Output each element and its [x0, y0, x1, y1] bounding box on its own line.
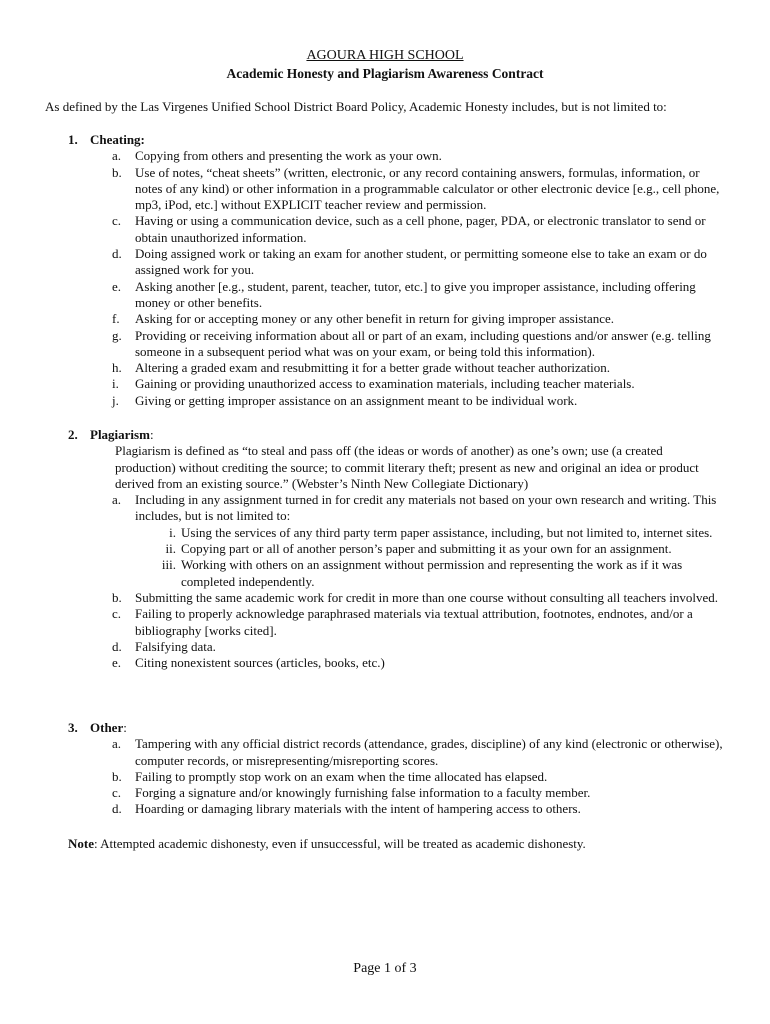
list-item: b. Use of notes, “cheat sheets” (written, electronic, or any record containing answers, formulas, information, or notes of any kind) or other information in a programmable calculator or other electronic device [e.g., cell phone, mp3, iPod, etc.] without EXPLICIT teacher review and permission.	[112, 164, 720, 213]
section-number: 2.	[68, 427, 78, 442]
list-item: c. Having or using a communication device, such as a cell phone, pager, PDA, or electronic translator to send or obtain unauthorized information.	[112, 213, 706, 245]
page-number: Page 1 of 3	[353, 961, 417, 976]
section-other: 3. Other: a. Tampering with any official district records (attendance, grades, discipline) of any kind (electronic or otherwise), computer records, or misrepresenting/misreporting scores. b. Failing to promptly stop work on an exam when the time allocated has elapsed. c. Forging a signature and/or knowingly furnishing false information to a faculty member. d. Hoarding or damaging library materials with the intent of hampering access to others.	[68, 720, 728, 818]
plagiarism-definition: Plagiarism is defined as “to steal and pass off (the ideas or words of another) as one’s own; use (a created production) without crediting the source; to commit literary theft; present as new and original an idea or product derived from an existing source.” (Webster’s Ninth New Collegiate Dictionary)	[115, 443, 699, 491]
list-item: d. Doing assigned work or taking an exam for another student, or permitting someone else to take an exam or do assigned work for you.	[112, 246, 707, 278]
list-item: d. Falsifying data.	[112, 638, 216, 654]
school-name: AGOURA HIGH SCHOOL	[306, 48, 464, 63]
section-number: 1.	[68, 132, 78, 147]
list-item: c. Forging a signature and/or knowingly furnishing false information to a faculty member.	[112, 785, 591, 801]
list-item: a. Tampering with any official district records (attendance, grades, discipline) of any kind (electronic or otherwise), computer records, or misrepresenting/misreporting scores.	[112, 736, 723, 768]
list-item: i. Gaining or providing unauthorized access to examination materials, including teacher materials.	[112, 376, 635, 392]
section-heading: Other	[90, 720, 124, 735]
section-cheating	[68, 132, 728, 409]
intro-paragraph: As defined by the Las Virgenes Unified School District Board Policy, Academic Honesty includes, but is not limited to:	[45, 99, 667, 114]
note-paragraph	[68, 836, 728, 852]
list-item: e. Citing nonexistent sources (articles, books, etc.)	[112, 655, 385, 671]
list-item: j. Giving or getting improper assistance on an assignment meant to be individual work.	[112, 392, 578, 408]
list-item: b. Submitting the same academic work for credit in more than one course without consulting all teachers involved.	[112, 589, 719, 605]
sub-list-item: ii. Copying part or all of another person’s paper and submitting it as your own for an assignment.	[165, 541, 672, 557]
list-item: f. Asking for or accepting money or any other benefit in return for giving improper assistance.	[112, 311, 615, 327]
section-heading: Plagiarism	[90, 427, 150, 442]
list-item: a. Copying from others and presenting the work as your own.	[112, 148, 442, 164]
list-item: c. Failing to properly acknowledge paraphrased materials via textual attribution, footnotes, endnotes, and/or a bibliography [works cited].	[112, 606, 693, 638]
note-label: Note	[68, 836, 94, 851]
list-item: b. Failing to promptly stop work on an exam when the time allocated has elapsed.	[112, 768, 548, 784]
document-title: Academic Honesty and Plagiarism Awareness Contract	[226, 66, 544, 81]
list-item: d. Hoarding or damaging library materials with the intent of hampering access to others.	[112, 801, 581, 817]
list-item: a. Including in any assignment turned in for credit any materials not based on your own research and writing. This includes, but is not limited to:	[112, 492, 717, 524]
section-number: 3.	[68, 720, 78, 735]
sub-list-item: iii. Working with others on an assignment without permission and representing the work as if it was completed independently.	[161, 557, 683, 589]
note-text: : Attempted academic dishonesty, even if unsuccessful, will be treated as academic dishonesty.	[94, 836, 586, 851]
section-heading: Cheating:	[90, 132, 145, 147]
list-item: g. Providing or receiving information about all or part of an exam, including questions and/or answer (e.g. telling someone in a subsequent period what was on your exam, or being told this information).	[112, 327, 711, 359]
list-item: h. Altering a graded exam and resubmitting it for a better grade without teacher authorization.	[112, 360, 611, 376]
sub-list-item: i. Using the services of any third party term paper assistance, including, but not limited to, internet sites.	[169, 524, 713, 540]
section-plagiarism: 2. Plagiarism: Plagiarism is defined as “to steal and pass off (the ideas or words of another) as one’s own; use (a created production) without crediting the source; to commit literary theft; present as new and original an idea or product derived from an existing source.” (Webster’s Ninth New Collegiate Dictionary) a. Including in any assignment turned in for credit any materials not based on your own research and writing. This includes, but is not limited to: i. Using the services of any third party term paper assistance, including, but not limited to, internet sites. ii. Copying part or all of another person’s paper and submitting it as your own for an assignment. iii. Working with others on an assignment without permission and representing the work as if it was completed independently. b. Submitting the same academic work for credit in more than one course without consulting all teachers involved. c. Failing to properly acknowledge paraphrased materials via textual attribution, footnotes, endnotes, and/or a bibliography [works cited]. d. Falsifying data. e. Citing nonexistent sources (articles, books, etc.)	[68, 427, 728, 671]
list-item: e. Asking another [e.g., student, parent, teacher, tutor, etc.] to give you improper assistance, including offering money or other benefits.	[112, 278, 696, 310]
